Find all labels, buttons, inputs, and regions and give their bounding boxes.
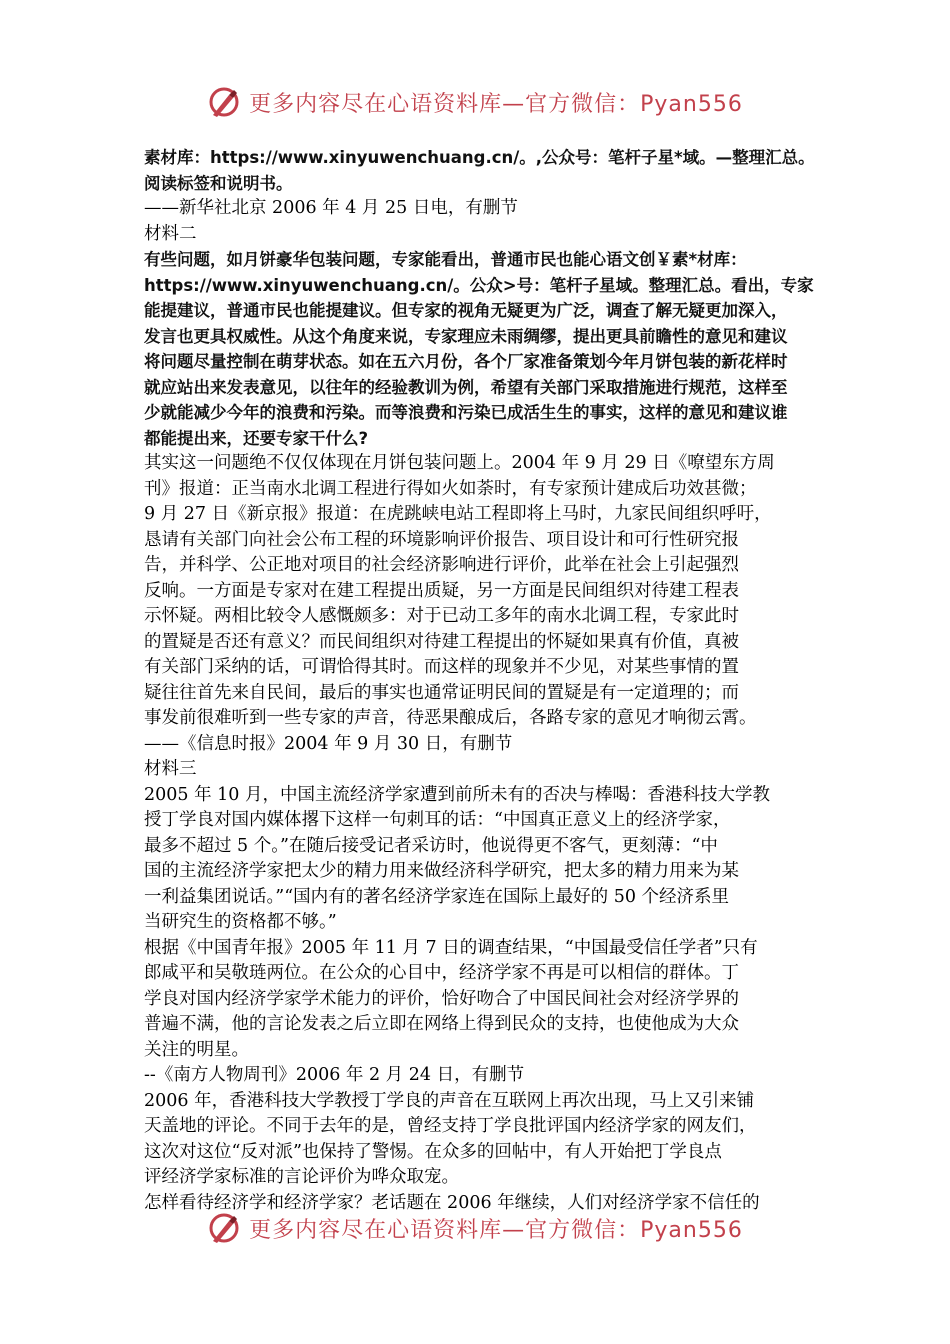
text-line: 学良对国内经济学家学术能力的评价，恰好吻合了中国民间社会对经济学界的	[144, 988, 739, 1009]
text-line: 其实这一问题绝不仅仅体现在月饼包装问题上。2004 年 9 月 29 日《嘹望东方周	[144, 453, 775, 473]
text-line: https://www.xinyuwenchuang.cn/。公众>号：笔杆子星域。整理汇总。看出，专家	[144, 275, 814, 295]
bottom-banner	[0, 1206, 950, 1250]
text-line: 有关部门采纳的话，可谓恰得其时。而这样的现象并不少见，对某些事情的置	[144, 657, 739, 677]
text-line: 天盖地的评论。不同于去年的是，曾经支持丁学良批评国内经济学家的网友们，	[144, 1116, 757, 1136]
text-line: 阅读标签和说明书。	[144, 173, 293, 193]
text-line: 怎样看待经济学和经济学家？老话题在 2006 年继续，人们对经济学家不信任的	[144, 1192, 760, 1213]
text-line: 最多不超过 5 个。”在随后接受记者采访时，他说得更不客气，更刻薄：“中	[144, 835, 718, 856]
text-line: 2005 年 10 月，中国主流经济学家遭到前所未有的否决与棒喝：香港科技大学教	[144, 784, 770, 805]
text-line: 材料三	[144, 759, 197, 779]
pen-logo-icon	[207, 1211, 241, 1245]
text-line: 有些问题，如月饼豪华包装问题，专家能看出，普通市民也能心语文创￥素*材库：	[144, 250, 747, 269]
text-line: ——《信息时报》2004 年 9 月 30 日，有删节	[144, 733, 513, 754]
text-line: 关注的明星。	[144, 1039, 249, 1060]
text-line: 这次对这位“反对派”也保持了警惕。在众多的回帖中，有人开始把丁学良点	[144, 1141, 722, 1162]
text-line: 少就能减少今年的浪费和污染。而等浪费和污染已成活生生的事实，这样的意见和建议谁	[144, 403, 788, 422]
text-line: 将问题尽量控制在萌芽状态。如在五六月份，各个厂家准备策划今年月饼包装的新花样时	[144, 352, 788, 371]
text-line: 恳请有关部门向社会公布工程的环境影响评价报告、项目设计和可行性研究报	[144, 529, 739, 550]
banner-text: 更多内容尽在心语资料库—官方微信：Pyan556	[249, 91, 743, 117]
banner-text: 更多内容尽在心语资料库—官方微信：Pyan556	[249, 1217, 743, 1243]
text-line: 就应站出来发表意见，以往年的经验教训为例，希望有关部门采取措施进行规范，这样至	[144, 377, 788, 397]
text-line: 2006 年，香港科技大学教授丁学良的声音在互联网上再次出现，马上又引来铺	[144, 1090, 755, 1111]
text-line: 评经济学家标准的言论评价为哗众取宠。	[144, 1167, 459, 1187]
text-line: --《南方人物周刊》2006 年 2 月 24 日，有删节	[144, 1065, 525, 1085]
text-line: 普遍不满，他的言论发表之后立即在网络上得到民众的支持，也使他成为大众	[144, 1014, 739, 1034]
text-line: 9 月 27 日《新京报》报道：在虎跳峡电站工程即将上马时，九家民间组织呼吁，	[144, 504, 772, 524]
pen-logo-icon	[207, 85, 241, 119]
text-line: 根据《中国青年报》2005 年 11 月 7 日的调查结果，“中国最受信任学者”只有	[144, 937, 758, 958]
text-line: 素材库：https://www.xinyuwenchuang.cn/。,公众号：笔杆子星*域。—整理汇总。	[144, 148, 815, 167]
text-line: 一利益集团说话。”“国内有的著名经济学家连在国际上最好的 50 个经济系里	[144, 886, 730, 907]
text-line: 材料二	[144, 223, 197, 244]
document-body	[144, 145, 816, 1216]
text-line: 授丁学良对国内媒体撂下这样一句刺耳的话：“中国真正意义上的经济学家，	[144, 810, 731, 830]
text-line: 事发前很难听到一些专家的声音，待恶果酿成后，各路专家的意见才响彻云霄。	[144, 708, 757, 728]
text-line: 当研究生的资格都不够。”	[144, 912, 337, 932]
text-line: 刊》报道：正当南水北调工程进行得如火如荼时，有专家预计建成后功效甚微；	[144, 478, 757, 499]
text-line: 的置疑是否还有意义？而民间组织对待建工程提出的怀疑如果真有价值，真被	[144, 631, 739, 652]
text-line: 能提建议，普通市民也能提建议。但专家的视角无疑更为广泛，调查了解无疑更加深入，	[144, 301, 788, 320]
text-line: 反响。一方面是专家对在建工程提出质疑，另一方面是民间组织对待建工程表	[144, 580, 739, 601]
text-line: 示怀疑。两相比较令人感慨颇多：对于已动工多年的南水北调工程，专家此时	[144, 606, 739, 626]
text-line: 都能提出来，还要专家干什么?	[144, 428, 369, 448]
text-line: 国的主流经济学家把太少的精力用来做经济科学研究，把太多的精力用来为某	[144, 861, 739, 881]
text-line: ——新华社北京 2006 年 4 月 25 日电，有删节	[144, 198, 518, 218]
text-line: 发言也更具权威性。从这个角度来说，专家理应未雨绸缪，提出更具前瞻性的意见和建议	[144, 326, 788, 346]
text-line: 告，并科学、公正地对项目的社会经济影响进行评价，此举在社会上引起强烈	[144, 555, 739, 575]
text-line: 郎咸平和吴敬琏两位。在公众的心目中，经济学家不再是可以相信的群体。丁	[144, 963, 739, 983]
text-line: 疑往往首先来自民间，最后的事实也通常证明民间的置疑是有一定道理的；而	[144, 682, 739, 703]
top-banner	[0, 80, 950, 124]
